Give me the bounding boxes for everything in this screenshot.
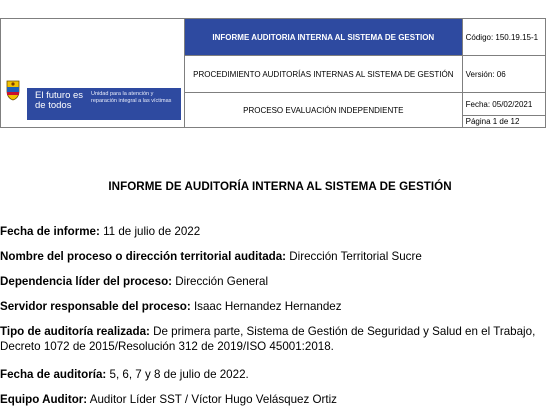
field-responsible-servant: [0, 299, 342, 314]
field-label: Tipo de auditoría realizada:: [0, 325, 150, 338]
field-label: Dependencia líder del proceso:: [0, 275, 173, 288]
report-type-title: INFORME AUDITORIA INTERNA AL SISTEMA DE GESTION: [185, 19, 463, 56]
unidad-victimas-logo: [27, 88, 181, 120]
field-label: Servidor responsable del proceso:: [0, 300, 191, 313]
field-lead-dependency: [0, 274, 268, 289]
field-audit-type: [0, 324, 558, 354]
logo-cell: [1, 19, 185, 128]
document-code: Código: 150.19.15-1: [462, 19, 545, 56]
field-report-date: [0, 224, 200, 239]
field-label: Fecha de informe:: [0, 225, 100, 238]
field-label: Fecha de auditoría:: [0, 368, 107, 381]
logo-sub-text: Unidad para la atención y reparación integral a las víctimas: [91, 91, 172, 104]
field-label: Equipo Auditor:: [0, 393, 88, 406]
procedure-title: PROCEDIMIENTO AUDITORÍAS INTERNAS AL SISTEMA DE GESTIÓN: [185, 56, 463, 93]
field-audit-date: [0, 367, 249, 382]
colombia-crest-icon: [4, 79, 22, 101]
document-header-table: [0, 18, 546, 128]
document-title: INFORME DE AUDITORÍA INTERNA AL SISTEMA DE GESTIÓN: [108, 180, 452, 193]
field-value: 11 de julio de 2022: [99, 225, 201, 238]
page-number: Página 1 de 12: [462, 116, 545, 128]
process-title: PROCESO EVALUACIÓN INDEPENDIENTE: [185, 93, 463, 128]
field-label: Nombre del proceso o dirección territorial auditada:: [0, 250, 287, 263]
field-value: Dirección Territorial Sucre: [286, 250, 422, 263]
field-audit-team: [0, 392, 337, 407]
field-process-name: [0, 249, 422, 264]
document-version: Versión: 06: [462, 56, 545, 93]
field-value: De primera parte, Sistema de Gestión de Seguridad y Salud en el Trabajo, Decreto 1072 de 2015/Resolución 312 de 2019/ISO 45001:2018.: [0, 325, 536, 353]
field-value: Isaac Hernandez Hernandez: [190, 300, 342, 313]
document-date: Fecha: 05/02/2021: [462, 93, 545, 116]
field-value: 5, 6, 7 y 8 de julio de 2022.: [106, 368, 249, 381]
field-value: Dirección General: [172, 275, 269, 288]
logo-main-text: El futuro es de todos: [35, 90, 84, 111]
field-value: Auditor Líder SST / Víctor Hugo Velásquez Ortiz: [87, 393, 337, 406]
